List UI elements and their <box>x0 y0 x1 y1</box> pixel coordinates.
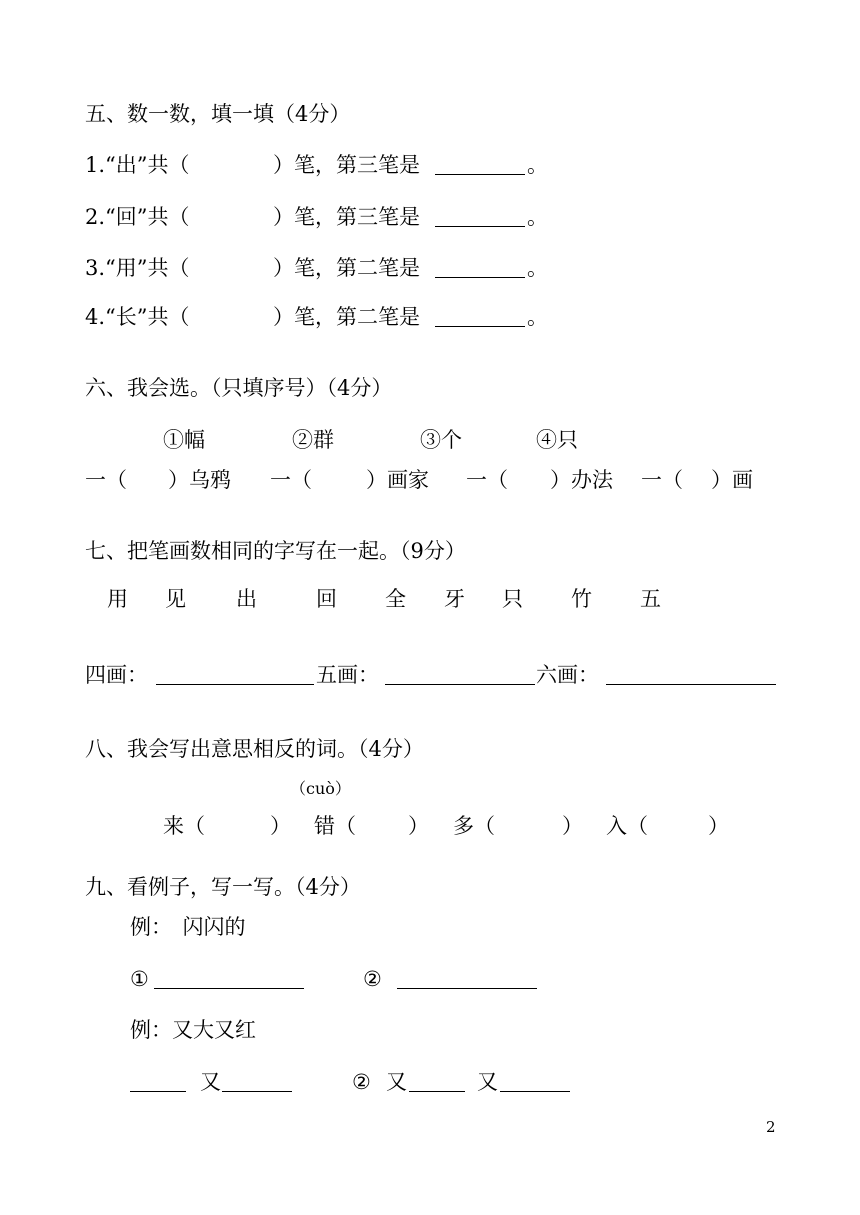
blank-open: 一（ <box>270 468 312 492</box>
section7-heading: 七、把笔画数相同的字写在一起。（9分） <box>85 539 466 563</box>
antonym-close: ） <box>562 814 583 838</box>
blank-close: ）办法 <box>550 468 613 492</box>
char: 竹 <box>571 587 592 611</box>
answer-blank[interactable] <box>397 966 537 989</box>
answer-blank[interactable] <box>154 966 304 989</box>
option-2: ②群 <box>292 428 334 452</box>
circle-mark-3: ② <box>352 1070 371 1094</box>
item-end: 。 <box>527 153 548 177</box>
example-2: 例：又大又红 <box>130 1018 256 1042</box>
char: 只 <box>502 587 523 611</box>
answer-blank[interactable] <box>500 1069 570 1092</box>
antonym-close: ） <box>270 814 291 838</box>
group-label: 四画： <box>85 663 148 687</box>
char: 全 <box>385 587 406 611</box>
blank-close: ）画 <box>711 468 753 492</box>
answer-blank[interactable] <box>435 204 525 227</box>
char: 五 <box>640 587 661 611</box>
section8-heading: 八、我会写出意思相反的词。（4分） <box>85 737 424 761</box>
blank-open: 一（ <box>641 468 683 492</box>
item-middle: ）笔，第三笔是 <box>273 153 420 177</box>
item-middle: ）笔，第三笔是 <box>273 205 420 229</box>
answer-blank[interactable] <box>435 255 525 278</box>
blank-open: 一（ <box>466 468 508 492</box>
item-end: 。 <box>527 205 548 229</box>
answer-blank[interactable] <box>385 662 535 685</box>
you-char: 又 <box>477 1070 498 1094</box>
answer-blank[interactable] <box>222 1069 292 1092</box>
section6-heading: 六、我会选。（只填序号）（4分） <box>85 376 393 400</box>
you-char: 又 <box>386 1070 407 1094</box>
blank-close: ）画家 <box>366 468 429 492</box>
answer-blank[interactable] <box>435 304 525 327</box>
answer-blank[interactable] <box>409 1069 465 1092</box>
circle-mark-1: ① <box>130 967 149 991</box>
item-prefix: 4.“长”共（ <box>85 305 190 329</box>
example-1: 例： 闪闪的 <box>130 915 246 939</box>
you-char: 又 <box>200 1070 221 1094</box>
antonym-open: 多（ <box>453 814 495 838</box>
item-middle: ）笔，第二笔是 <box>273 305 420 329</box>
antonym-close: ） <box>408 814 429 838</box>
blank-open: 一（ <box>85 468 127 492</box>
answer-blank[interactable] <box>606 662 776 685</box>
char: 出 <box>236 587 257 611</box>
item-prefix: 2.“回”共（ <box>85 205 190 229</box>
antonym-open: 错（ <box>314 814 356 838</box>
antonym-close: ） <box>708 814 729 838</box>
antonym-open: 来（ <box>163 814 205 838</box>
answer-blank[interactable] <box>156 662 314 685</box>
char: 牙 <box>444 587 465 611</box>
option-1: ①幅 <box>163 428 205 452</box>
option-3: ③个 <box>420 428 462 452</box>
section9-heading: 九、看例子，写一写。（4分） <box>85 875 361 899</box>
group-label: 六画： <box>536 663 599 687</box>
section5-heading: 五、数一数，填一填（4分） <box>85 102 351 126</box>
group-label: 五画： <box>316 663 379 687</box>
blank-close: ）乌鸦 <box>168 468 231 492</box>
item-prefix: 1.“出”共（ <box>85 153 190 177</box>
item-prefix: 3.“用”共（ <box>85 256 190 280</box>
char: 回 <box>316 587 337 611</box>
page-number: 2 <box>766 1118 776 1136</box>
answer-blank[interactable] <box>435 152 525 175</box>
item-end: 。 <box>527 256 548 280</box>
char: 见 <box>165 587 186 611</box>
antonym-open: 入（ <box>606 814 648 838</box>
item-middle: ）笔，第二笔是 <box>273 256 420 280</box>
answer-blank[interactable] <box>130 1069 186 1092</box>
option-4: ④只 <box>536 428 578 452</box>
pinyin-annotation: （cuò） <box>290 779 351 798</box>
item-end: 。 <box>527 305 548 329</box>
char: 用 <box>107 587 128 611</box>
circle-mark-2: ② <box>363 967 382 991</box>
